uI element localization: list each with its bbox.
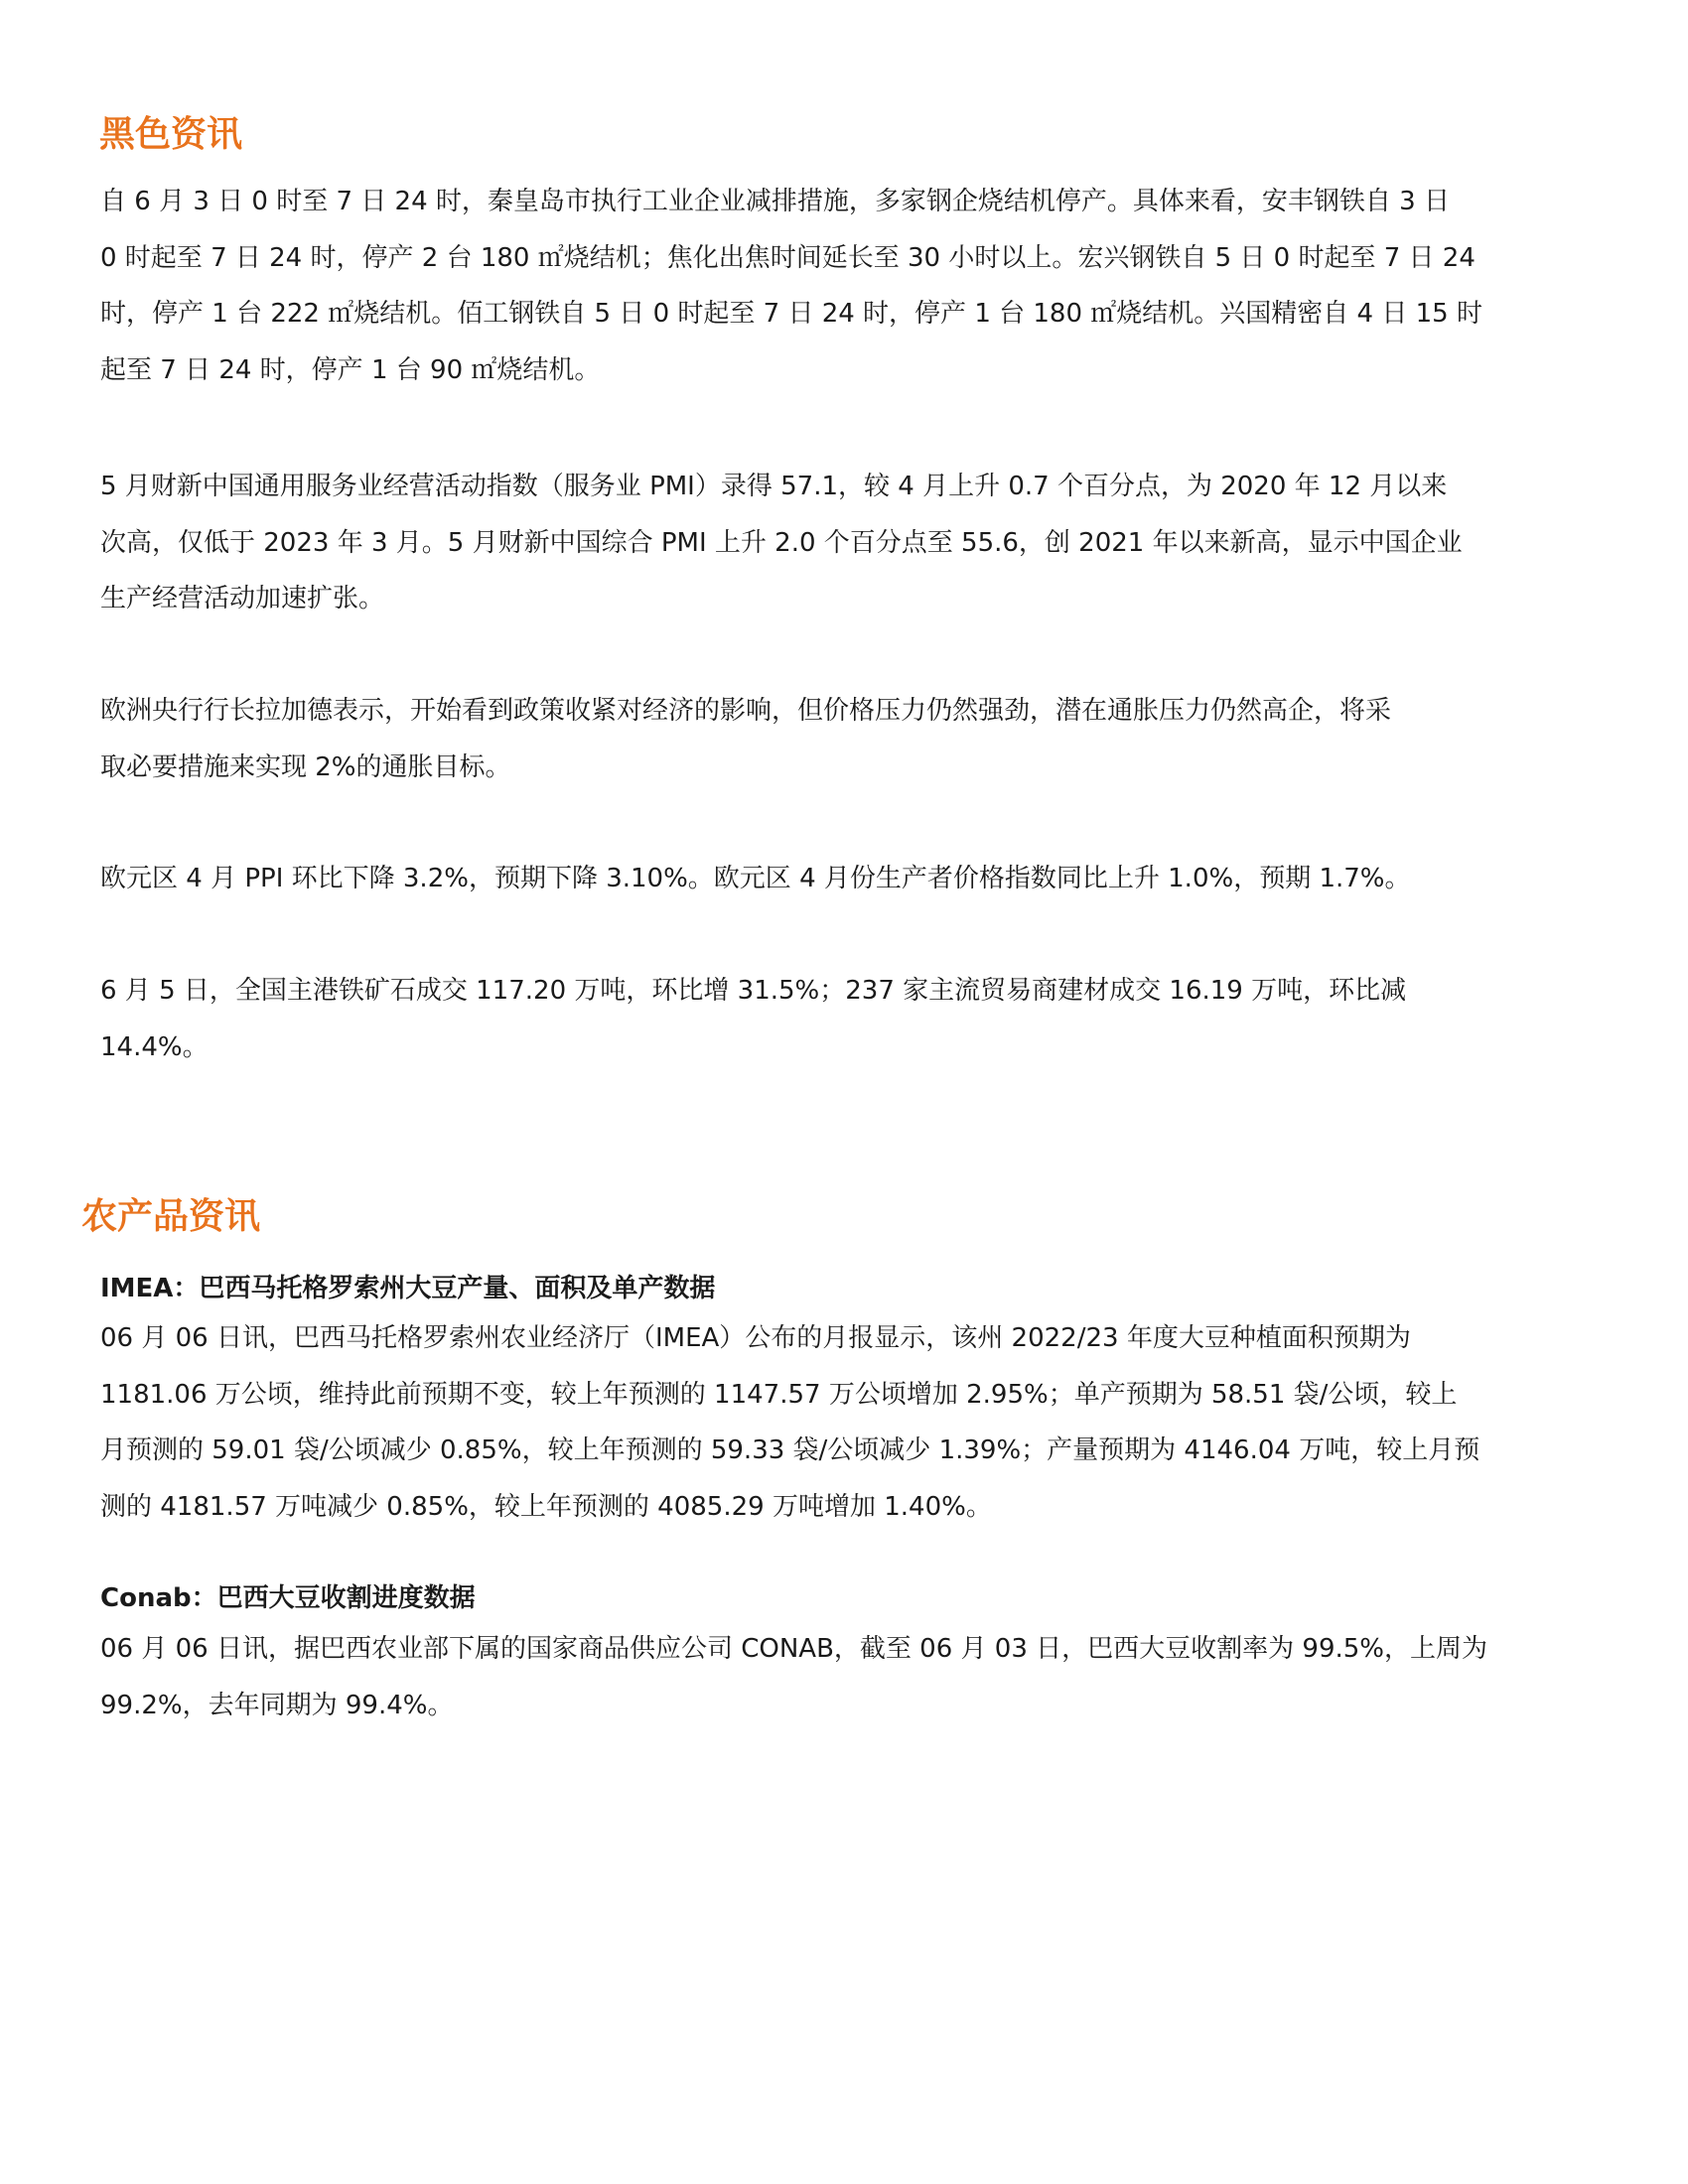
paragraph-iron-ore-trade [100, 963, 1406, 1075]
text-line: 14.4%。 [100, 1031, 209, 1062]
section-title-black: 黑色资讯 [99, 114, 243, 155]
text-line: 月预测的 59.01 袋/公顷减少 0.85%，较上年预测的 59.33 袋/公顷减少 1.39%；产量预期为 4146.04 万吨，较上月预 [100, 1435, 1480, 1465]
text-line: 1181.06 万公顷，维持此前预期不变，较上年预测的 1147.57 万公顷增加 2.95%；单产预期为 58.51 袋/公顷，较上 [100, 1379, 1458, 1410]
text-line: 0 时起至 7 日 24 时，停产 2 台 180 ㎡烧结机；焦化出焦时间延长至 30 小时以上。宏兴钢铁自 5 日 0 时起至 7 日 24 [100, 242, 1476, 273]
text-line: 生产经营活动加速扩张。 [100, 584, 385, 614]
paragraph-sintering-shutdown [100, 174, 1482, 398]
paragraph-caixin-pmi [100, 459, 1463, 627]
section-title-agri: 农产品资讯 [81, 1196, 261, 1237]
paragraph-imea-report [100, 1310, 1479, 1535]
text-line: 欧元区 4 月 PPI 环比下降 3.2%，预期下降 3.10%。欧元区 4 月份生产者价格指数同比上升 1.0%，预期 1.7%。 [100, 864, 1411, 893]
text-line: 起至 7 日 24 时，停产 1 台 90 ㎡烧结机。 [100, 354, 601, 385]
paragraph-eurozone-ppi [100, 851, 1411, 907]
text-line: 99.2%，去年同期为 99.4%。 [100, 1690, 454, 1720]
text-line: 06 月 06 日讯，巴西马托格罗索州农业经济厅（IMEA）公布的月报显示，该州 2022/23 年度大豆种植面积预期为 [100, 1323, 1411, 1353]
text-line: 欧洲央行行长拉加德表示，开始看到政策收紧对经济的影响，但价格压力仍然强劲，潜在通胀压力仍然高企，将采 [100, 696, 1392, 726]
text-line: 6 月 5 日，全国主港铁矿石成交 117.20 万吨，环比增 31.5%；237 家主流贸易商建材成交 16.19 万吨，环比减 [100, 976, 1407, 1006]
text-line: 自 6 月 3 日 0 时至 7 日 24 时，秦皇岛市执行工业企业减排措施，多家钢企烧结机停产。具体来看，安丰钢铁自 3 日 [100, 187, 1450, 216]
text-line: 5 月财新中国通用服务业经营活动指数（服务业 PMI）录得 57.1，较 4 月上升 0.7 个百分点，为 2020 年 12 月以来 [100, 472, 1448, 501]
subheading-conab: Conab：巴西大豆收割进度数据 [100, 1583, 476, 1613]
paragraph-ecb-lagarde [100, 683, 1391, 795]
text-line: 取必要措施来实现 2%的通胀目标。 [100, 751, 511, 782]
paragraph-conab-report [100, 1621, 1487, 1733]
subheading-imea: IMEA：巴西马托格罗索州大豆产量、面积及单产数据 [100, 1274, 716, 1303]
text-line: 测的 4181.57 万吨减少 0.85%，较上年预测的 4085.29 万吨增加 1.40%。 [100, 1491, 992, 1522]
text-line: 06 月 06 日讯，据巴西农业部下属的国家商品供应公司 CONAB，截至 06 月 03 日，巴西大豆收割率为 99.5%，上周为 [100, 1634, 1488, 1664]
text-line: 时，停产 1 台 222 ㎡烧结机。佰工钢铁自 5 日 0 时起至 7 日 24 时，停产 1 台 180 ㎡烧结机。兴国精密自 4 日 15 时 [100, 299, 1482, 329]
text-line: 次高，仅低于 2023 年 3 月。5 月财新中国综合 PMI 上升 2.0 个百分点至 55.6，创 2021 年以来新高，显示中国企业 [100, 527, 1463, 558]
